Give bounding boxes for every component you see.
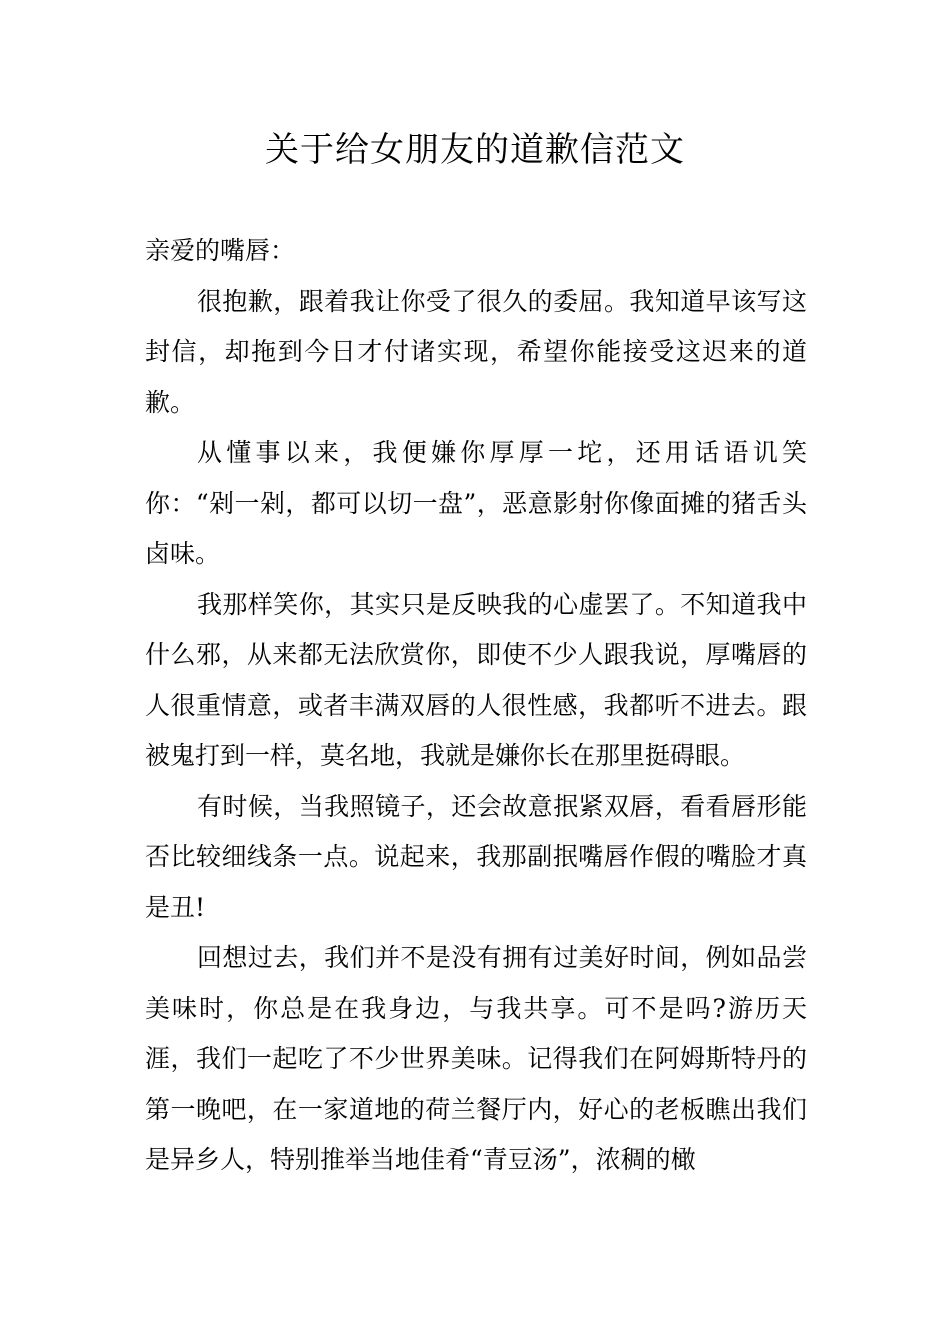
letter-body	[145, 226, 807, 1186]
paragraph: 我那样笑你，其实只是反映我的心虚罢了。不知道我中什么邪，从来都无法欣赏你，即使不少人跟我说，厚嘴唇的人很重情意，或者丰满双唇的人很性感，我都听不进去。跟被鬼打到一样，莫名地，我就是嫌你长在那里挺碍眼。	[145, 589, 807, 770]
salutation: 亲爱的嘴唇：	[145, 236, 296, 265]
paragraph: 回想过去，我们并不是没有拥有过美好时间，例如品尝美味时，你总是在我身边，与我共享。可不是吗?游历天涯，我们一起吃了不少世界美味。记得我们在阿姆斯特丹的第一晚吧，在一家道地的荷兰餐厅内，好心的老板瞧出我们是异乡人，特别推举当地佳肴“青豆汤”，浓稠的橄	[145, 943, 807, 1174]
paragraph: 很抱歉，跟着我让你受了很久的委屈。我知道早该写这封信，却拖到今日才付诸实现，希望你能接受这迟来的道歉。	[145, 286, 807, 417]
paragraph: 有时候，当我照镜子，还会故意抿紧双唇，看看唇形能否比较细线条一点。说起来，我那副抿嘴唇作假的嘴脸才真是丑!	[145, 791, 807, 922]
page-title: 关于给女朋友的道歉信范文	[265, 130, 685, 170]
paragraph: 从懂事以来，我便嫌你厚厚一坨，还用话语讥笑你：“剁一剁，都可以切一盘”，恶意影射你像面摊的猪舌头卤味。	[145, 438, 807, 568]
